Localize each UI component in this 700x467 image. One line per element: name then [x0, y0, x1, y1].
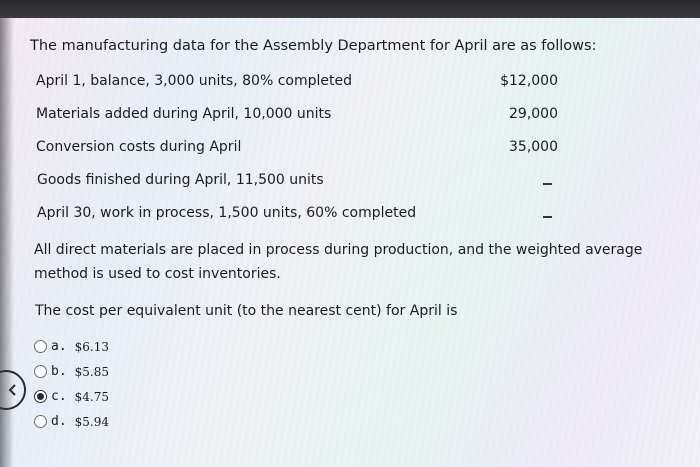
- row-label-materials: Materials added during April, 10,000 units: [36, 106, 332, 122]
- radio-dot: [37, 393, 44, 400]
- option-b[interactable]: [34, 359, 109, 384]
- answer-options: [34, 334, 109, 434]
- option-d-letter: d.: [51, 414, 67, 429]
- row-dash-goods-finished: [543, 183, 552, 185]
- row-label-work-in-process: April 30, work in process, 1,500 units, 60% completed: [37, 205, 417, 221]
- option-a[interactable]: [34, 334, 109, 359]
- nav-back-button[interactable]: [0, 370, 26, 410]
- row-amount-conversion: 35,000: [509, 139, 558, 155]
- question-note: All direct materials are placed in process during production, and the weighted average method is used to cost inventories.: [34, 242, 643, 282]
- question-prompt: The cost per equivalent unit (to the nearest cent) for April is: [35, 303, 458, 319]
- radio-d[interactable]: [34, 415, 47, 428]
- option-b-letter: b.: [51, 364, 67, 379]
- option-b-value: $5.85: [74, 364, 110, 379]
- radio-a[interactable]: [34, 340, 47, 353]
- question-intro: The manufacturing data for the Assembly Department for April are as follows:: [30, 38, 597, 54]
- row-dash-work-in-process: [543, 216, 552, 218]
- option-d-value: $5.94: [74, 414, 110, 429]
- radio-c-selected[interactable]: [34, 390, 47, 403]
- row-label-goods-finished: Goods finished during April, 11,500 units: [37, 172, 324, 188]
- row-label-conversion: Conversion costs during April: [36, 139, 242, 155]
- option-a-letter: a.: [51, 339, 67, 354]
- option-c-letter: c.: [51, 389, 67, 404]
- option-a-value: $6.13: [74, 339, 110, 354]
- row-amount-april-balance: $12,000: [500, 73, 558, 89]
- option-d[interactable]: [34, 409, 109, 434]
- top-bezel: [0, 0, 700, 18]
- option-c[interactable]: [34, 384, 109, 409]
- radio-b[interactable]: [34, 365, 47, 378]
- option-c-value: $4.75: [74, 389, 110, 404]
- row-amount-materials: 29,000: [509, 106, 558, 122]
- chevron-left-icon: [8, 384, 16, 396]
- row-label-april-balance: April 1, balance, 3,000 units, 80% completed: [36, 73, 352, 89]
